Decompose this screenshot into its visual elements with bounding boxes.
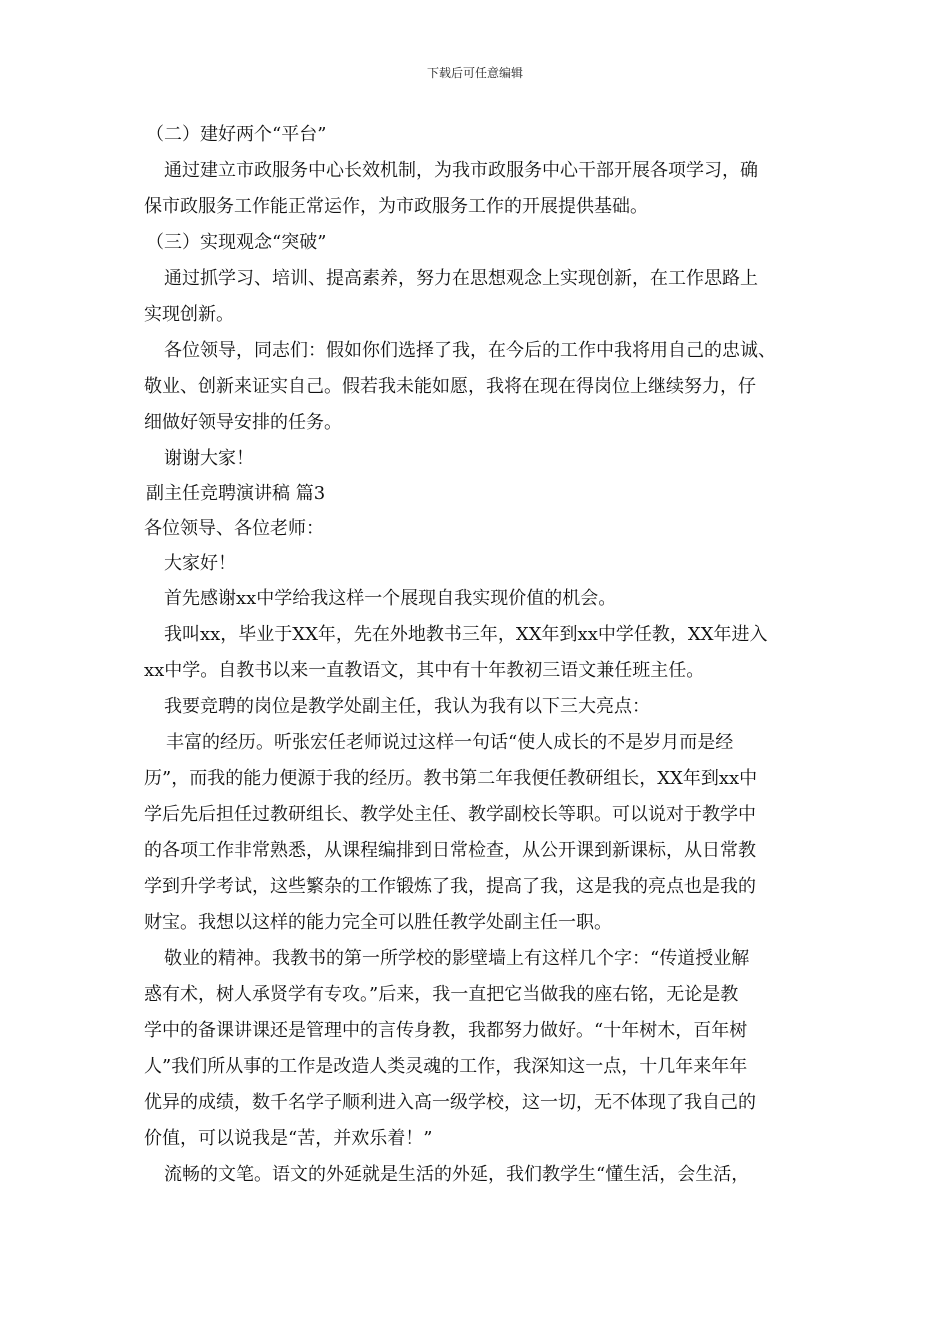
salutation: 各位领导、各位老师： bbox=[144, 518, 324, 539]
paragraph-line: 学后先后担任过教研组长、教学处主任、教学副校长等职。可以说对于教学中 bbox=[144, 804, 756, 825]
paragraph-line: 各位领导，同志们：假如你们选择了我，在今后的工作中我将用自己的忠诚、 bbox=[164, 340, 776, 361]
paragraph-line: 财宝。我想以这样的能力完全可以胜任教学处副主任一职。 bbox=[144, 912, 612, 933]
paragraph-line: 细做好领导安排的任务。 bbox=[144, 412, 342, 433]
paragraph-line: 丰富的经历。听张宏任老师说过这样一句话“使人成长的不是岁月而是经 bbox=[166, 732, 734, 753]
heading-concept-breakthrough: （三）实现观念“突破” bbox=[146, 232, 327, 253]
paragraph-line: 我叫xx，毕业于XX年，先在外地教书三年，XX年到xx中学任教，XX年进入 bbox=[164, 624, 768, 645]
heading-two-platforms: （二）建好两个“平台” bbox=[146, 124, 327, 145]
paragraph-line: 惑有术，树人承贤学有专攻。”后来，我一直把它当做我的座右铭，无论是教 bbox=[144, 984, 739, 1005]
paragraph-line: 保市政服务工作能正常运作，为市政服务工作的开展提供基础。 bbox=[144, 196, 648, 217]
paragraph-line: 人”我们所从事的工作是改造人类灵魂的工作，我深知这一点，十几年来年年 bbox=[144, 1056, 748, 1077]
paragraph-line: 流畅的文笔。语文的外延就是生活的外延，我们教学生“懂生活，会生活， bbox=[164, 1164, 750, 1185]
section-title: 副主任竞聘演讲稿 篇3 bbox=[146, 483, 326, 504]
paragraph-line: 通过抓学习、培训、提高素养，努力在思想观念上实现创新，在工作思路上 bbox=[164, 268, 758, 289]
paragraph-line: 通过建立市政服务中心长效机制，为我市政服务中心干部开展各项学习，确 bbox=[164, 160, 758, 181]
paragraph-line: 敬业、创新来证实自己。假若我未能如愿，我将在现在得岗位上继续努力，仔 bbox=[144, 376, 756, 397]
greeting: 大家好！ bbox=[164, 553, 236, 574]
thanks-line: 谢谢大家！ bbox=[164, 448, 254, 469]
document-body bbox=[144, 116, 812, 1193]
paragraph-line: 敬业的精神。我教书的第一所学校的影壁墙上有这样几个字：“传道授业解 bbox=[164, 948, 750, 969]
paragraph-line: 学中的备课讲课还是管理中的言传身教，我都努力做好。“十年树木，百年树 bbox=[144, 1020, 748, 1041]
paragraph-line: xx中学。自教书以来一直教语文，其中有十年教初三语文兼任班主任。 bbox=[144, 660, 705, 681]
page-header-note: 下载后可任意编辑 bbox=[426, 66, 523, 80]
paragraph-line: 实现创新。 bbox=[144, 304, 234, 325]
paragraph-line: 的各项工作非常熟悉，从课程编排到日常检查，从公开课到新课标，从日常教 bbox=[144, 840, 756, 861]
paragraph-line: 价值，可以说我是“苦，并欢乐着！” bbox=[144, 1128, 433, 1149]
paragraph-line: 历”，而我的能力便源于我的经历。教书第二年我便任教研组长，XX年到xx中 bbox=[144, 768, 758, 789]
paragraph-line: 我要竞聘的岗位是教学处副主任，我认为我有以下三大亮点： bbox=[164, 696, 650, 717]
paragraph-line: 首先感谢xx中学给我这样一个展现自我实现价值的机会。 bbox=[164, 588, 617, 609]
paragraph-line: 学到升学考试，这些繁杂的工作锻炼了我，提高了我，这是我的亮点也是我的 bbox=[144, 876, 756, 897]
paragraph-line: 优异的成绩，数千名学子顺利进入高一级学校，这一切，无不体现了我自己的 bbox=[144, 1092, 756, 1113]
